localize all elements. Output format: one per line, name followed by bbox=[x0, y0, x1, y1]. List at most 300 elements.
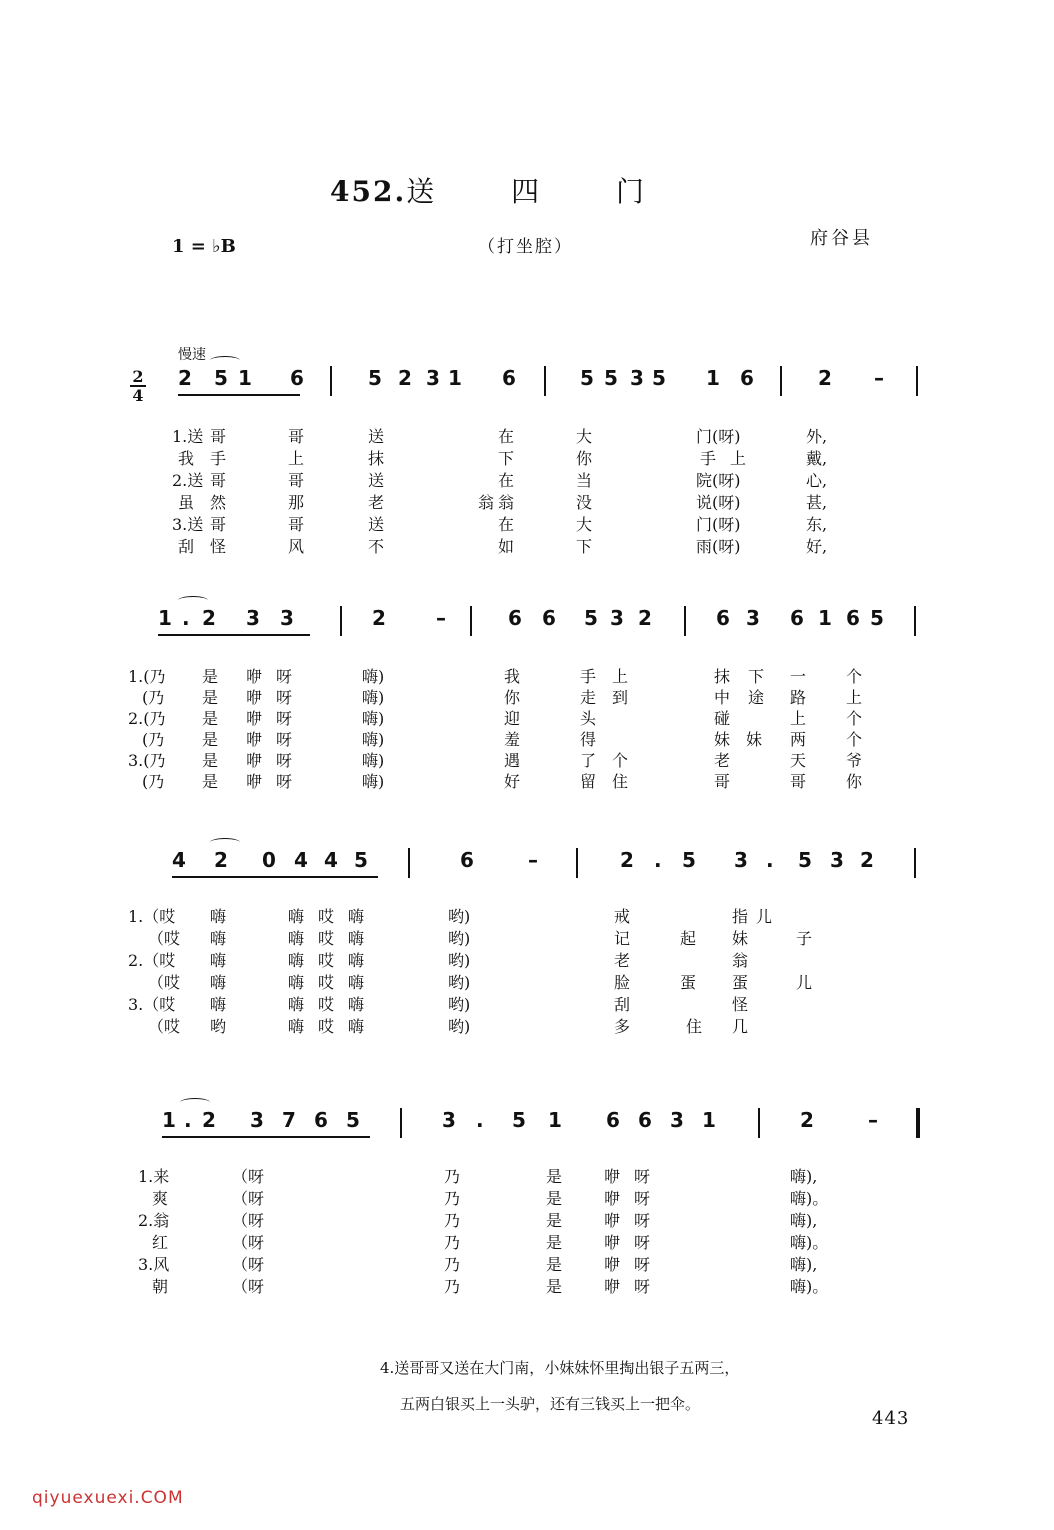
lyric-syllable: 脸 bbox=[614, 973, 631, 992]
lyric-syllable: 在 bbox=[498, 471, 515, 490]
lyric-syllable: 记 bbox=[614, 929, 631, 948]
bar-line bbox=[916, 366, 918, 396]
lyric-syllable: 是 bbox=[202, 688, 219, 707]
slur bbox=[180, 1098, 210, 1107]
lyric-syllable: 呀 bbox=[276, 688, 293, 707]
lyric-syllable: 乃 bbox=[444, 1277, 461, 1296]
lyric-syllable: 手 bbox=[580, 667, 597, 686]
note: 5 bbox=[580, 366, 594, 390]
lyric-syllable: （哎 bbox=[148, 1017, 181, 1036]
lyric-syllable: 嗨) bbox=[362, 688, 385, 707]
lyric-syllable: 头 bbox=[580, 709, 597, 728]
page-number: 443 bbox=[872, 1408, 910, 1429]
lyric-syllable: 抹 bbox=[368, 449, 385, 468]
lyric-syllable: 送 bbox=[368, 471, 385, 490]
lyric-syllable: 儿 bbox=[796, 973, 813, 992]
lyric-syllable: 哥 bbox=[714, 772, 731, 791]
note: 2 bbox=[372, 606, 386, 630]
lyric-syllable: 住 bbox=[686, 1017, 703, 1036]
bar-line bbox=[914, 848, 916, 878]
lyric-syllable: 哥 bbox=[210, 471, 227, 490]
note: 4 bbox=[294, 848, 308, 872]
note: 3 bbox=[630, 366, 644, 390]
lyric-syllable: 呀 bbox=[634, 1255, 651, 1274]
lyric-syllable: 红 bbox=[152, 1233, 169, 1252]
lyric-syllable: 遇 bbox=[504, 751, 521, 770]
lyric-syllable: 哥 bbox=[210, 515, 227, 534]
lyric-syllable: 呀 bbox=[634, 1189, 651, 1208]
lyric-syllable: 多 bbox=[614, 1017, 631, 1036]
time-signature-top: 2 bbox=[132, 367, 144, 386]
lyric-syllable: 呀 bbox=[634, 1233, 651, 1252]
lyric-syllable: 了 bbox=[580, 751, 597, 770]
note: 5 bbox=[682, 848, 696, 872]
lyric-syllable: 呀 bbox=[276, 667, 293, 686]
slur bbox=[210, 838, 240, 847]
lyric-syllable: 门(呀) bbox=[696, 427, 741, 446]
lyric-syllable: 没 bbox=[576, 493, 593, 512]
lyric-syllable: (乃 bbox=[142, 730, 165, 749]
note: 2 bbox=[860, 848, 874, 872]
note: 3 bbox=[830, 848, 844, 872]
bar-line bbox=[340, 606, 342, 636]
lyric-syllable: 蛋 bbox=[680, 973, 697, 992]
lyric-syllable: 是 bbox=[546, 1277, 563, 1296]
lyric-syllable: 哟) bbox=[448, 929, 471, 948]
lyric-syllable: 呀 bbox=[276, 730, 293, 749]
lyric-syllable: 哟) bbox=[448, 951, 471, 970]
note: 5 bbox=[798, 848, 812, 872]
note: – bbox=[874, 366, 884, 390]
lyric-syllable: 呀 bbox=[634, 1277, 651, 1296]
lyric-syllable: 咿 bbox=[604, 1255, 621, 1274]
lyric-syllable: （呀 bbox=[232, 1189, 265, 1208]
note: 6 bbox=[314, 1108, 328, 1132]
lyric-syllable: 咿 bbox=[246, 772, 263, 791]
lyric-syllable: 乃 bbox=[444, 1211, 461, 1230]
tempo-mark: 慢速 bbox=[178, 347, 206, 363]
bar-line bbox=[780, 366, 782, 396]
note: . bbox=[182, 606, 190, 630]
lyric-syllable: 心, bbox=[806, 471, 828, 490]
note: 5 bbox=[652, 366, 666, 390]
beam-underline bbox=[162, 1136, 370, 1138]
lyric-syllable: 2.(乃 bbox=[128, 709, 166, 728]
lyric-syllable: 不 bbox=[368, 537, 385, 556]
lyric-syllable: 呀 bbox=[634, 1211, 651, 1230]
lyric-syllable: 儿 bbox=[756, 907, 773, 926]
lyric-syllable: 到 bbox=[612, 688, 629, 707]
lyric-syllable: 嗨 bbox=[348, 951, 365, 970]
lyric-syllable: 嗨 bbox=[348, 1017, 365, 1036]
note: 2 bbox=[398, 366, 412, 390]
lyric-syllable: 哟) bbox=[448, 1017, 471, 1036]
note: 2 bbox=[202, 606, 216, 630]
lyric-syllable: 下 bbox=[748, 667, 765, 686]
lyric-syllable: 抹 bbox=[714, 667, 731, 686]
lyric-syllable: 嗨 bbox=[288, 929, 305, 948]
lyric-syllable: 1.来 bbox=[138, 1167, 170, 1186]
verse-4-line-1: 4.送哥哥又送在大门南，小妹妹怀里掏出银子五两三， bbox=[380, 1359, 740, 1377]
lyric-syllable: 3.风 bbox=[138, 1255, 170, 1274]
lyric-syllable: 留 bbox=[580, 772, 597, 791]
note: 3 bbox=[426, 366, 440, 390]
note: 5 bbox=[214, 366, 228, 390]
lyric-syllable: 走 bbox=[580, 688, 597, 707]
lyric-syllable: 天 bbox=[790, 751, 807, 770]
lyric-syllable: 送 bbox=[368, 427, 385, 446]
slur bbox=[178, 596, 208, 605]
note: 4 bbox=[324, 848, 338, 872]
note: . bbox=[654, 848, 662, 872]
lyric-syllable: 外, bbox=[806, 427, 828, 446]
song-number: 452. bbox=[330, 175, 407, 208]
lyric-syllable: 嗨 bbox=[348, 907, 365, 926]
lyric-syllable: 哟) bbox=[448, 973, 471, 992]
lyric-syllable: 子 bbox=[796, 929, 813, 948]
note: – bbox=[436, 606, 446, 630]
note: 7 bbox=[282, 1108, 296, 1132]
key-signature: 1 = ♭B bbox=[172, 236, 236, 257]
note: 5 bbox=[584, 606, 598, 630]
lyric-syllable: 手 bbox=[210, 449, 227, 468]
lyric-syllable: 然 bbox=[210, 493, 227, 512]
lyric-syllable: 大 bbox=[576, 515, 593, 534]
lyric-syllable: 指 bbox=[732, 907, 749, 926]
lyric-syllable: 乃 bbox=[444, 1255, 461, 1274]
note: 6 bbox=[638, 1108, 652, 1132]
lyric-syllable: 乃 bbox=[444, 1167, 461, 1186]
lyric-syllable: 个 bbox=[846, 709, 863, 728]
lyric-syllable: 嗨 bbox=[348, 929, 365, 948]
lyric-syllable: 手 bbox=[700, 449, 717, 468]
lyric-syllable: 雨(呀) bbox=[696, 537, 741, 556]
note: 6 bbox=[508, 606, 522, 630]
note: 2 bbox=[214, 848, 228, 872]
lyric-syllable: 甚, bbox=[806, 493, 828, 512]
note: 5 bbox=[870, 606, 884, 630]
lyric-syllable: 嗨 bbox=[210, 973, 227, 992]
lyric-syllable: 嗨 bbox=[288, 907, 305, 926]
note: 6 bbox=[502, 366, 516, 390]
note: 4 bbox=[172, 848, 186, 872]
lyric-syllable: 哎 bbox=[318, 951, 335, 970]
lyric-syllable: 是 bbox=[546, 1255, 563, 1274]
beam-underline bbox=[172, 876, 378, 878]
lyric-syllable: 风 bbox=[288, 537, 305, 556]
lyric-syllable: 2.翁 bbox=[138, 1211, 170, 1230]
lyric-syllable: 嗨 bbox=[288, 951, 305, 970]
lyric-syllable: （呀 bbox=[232, 1167, 265, 1186]
beam-underline bbox=[178, 394, 300, 396]
lyric-syllable: 妹 bbox=[746, 730, 763, 749]
lyric-syllable: 两 bbox=[790, 730, 807, 749]
lyric-syllable: 嗨)。 bbox=[790, 1233, 829, 1252]
lyric-syllable: 是 bbox=[202, 709, 219, 728]
lyric-syllable: 老 bbox=[714, 751, 731, 770]
note: 6 bbox=[716, 606, 730, 630]
note: – bbox=[868, 1108, 878, 1132]
lyric-syllable: (乃 bbox=[142, 688, 165, 707]
lyric-syllable: 呀 bbox=[276, 709, 293, 728]
lyric-syllable: 是 bbox=[202, 751, 219, 770]
lyric-syllable: 呀 bbox=[276, 772, 293, 791]
lyric-syllable: 我 bbox=[504, 667, 521, 686]
lyric-syllable: 上 bbox=[288, 449, 305, 468]
note: 1 bbox=[238, 366, 252, 390]
note: 1 bbox=[158, 606, 172, 630]
lyric-syllable: 如 bbox=[498, 537, 515, 556]
lyric-syllable: 咿 bbox=[246, 688, 263, 707]
time-signature bbox=[130, 368, 146, 404]
lyric-syllable: 妹 bbox=[714, 730, 731, 749]
lyric-syllable: 咿 bbox=[246, 730, 263, 749]
note: 2 bbox=[638, 606, 652, 630]
bar-line bbox=[576, 848, 578, 878]
lyric-syllable: 3.（哎 bbox=[128, 995, 176, 1014]
song-name: 送 四 门 bbox=[406, 175, 679, 208]
note: 6 bbox=[290, 366, 304, 390]
lyric-syllable: 上 bbox=[612, 667, 629, 686]
lyric-syllable: 戒 bbox=[614, 907, 631, 926]
lyric-syllable: (乃 bbox=[142, 772, 165, 791]
lyric-syllable: 嗨) bbox=[362, 730, 385, 749]
bar-line bbox=[916, 1108, 920, 1138]
lyric-syllable: 院(呀) bbox=[696, 471, 741, 490]
lyric-syllable: 东, bbox=[806, 515, 828, 534]
lyric-syllable: 是 bbox=[546, 1211, 563, 1230]
note: – bbox=[528, 848, 538, 872]
lyric-syllable: 上 bbox=[730, 449, 747, 468]
lyric-syllable: 好 bbox=[504, 772, 521, 791]
lyric-syllable: 嗨) bbox=[362, 751, 385, 770]
lyric-syllable: 爽 bbox=[152, 1189, 169, 1208]
lyric-syllable: 老 bbox=[614, 951, 631, 970]
note: 1 bbox=[818, 606, 832, 630]
lyric-syllable: 呀 bbox=[276, 751, 293, 770]
note: 1 bbox=[548, 1108, 562, 1132]
lyric-syllable: 哟) bbox=[448, 995, 471, 1014]
lyric-syllable: 咿 bbox=[604, 1233, 621, 1252]
lyric-syllable: 咿 bbox=[246, 667, 263, 686]
lyric-syllable: 个 bbox=[612, 751, 629, 770]
lyric-syllable: 朝 bbox=[152, 1277, 169, 1296]
note: 1 bbox=[448, 366, 462, 390]
lyric-syllable: 3.送 bbox=[172, 515, 204, 534]
lyric-syllable: 蛋 bbox=[732, 973, 749, 992]
lyric-syllable: 呀 bbox=[634, 1167, 651, 1186]
bar-line bbox=[470, 606, 472, 636]
lyric-syllable: 在 bbox=[498, 515, 515, 534]
lyric-syllable: 嗨), bbox=[790, 1211, 818, 1230]
lyric-syllable: 迎 bbox=[504, 709, 521, 728]
time-signature-bottom: 4 bbox=[130, 385, 146, 404]
note: 6 bbox=[846, 606, 860, 630]
lyric-syllable: 哎 bbox=[318, 1017, 335, 1036]
lyric-syllable: 哎 bbox=[318, 973, 335, 992]
note: 5 bbox=[368, 366, 382, 390]
lyric-syllable: 得 bbox=[580, 730, 597, 749]
beam-underline bbox=[158, 634, 310, 636]
lyric-syllable: 你 bbox=[846, 772, 863, 791]
lyric-syllable: 是 bbox=[202, 730, 219, 749]
lyric-syllable: 说(呀) bbox=[696, 493, 741, 512]
lyric-syllable: 几 bbox=[732, 1017, 749, 1036]
bar-line bbox=[544, 366, 546, 396]
lyric-syllable: 2.送 bbox=[172, 471, 204, 490]
lyric-syllable: 咿 bbox=[604, 1211, 621, 1230]
lyric-syllable: 哎 bbox=[318, 929, 335, 948]
note: 3 bbox=[610, 606, 624, 630]
lyric-syllable: 送 bbox=[368, 515, 385, 534]
lyric-syllable: 嗨 bbox=[210, 951, 227, 970]
bar-line bbox=[330, 366, 332, 396]
note: 2 bbox=[202, 1108, 216, 1132]
lyric-syllable: 哟) bbox=[448, 907, 471, 926]
note: 1 bbox=[706, 366, 720, 390]
note: 1 bbox=[162, 1108, 176, 1132]
lyric-syllable: 嗨 bbox=[348, 995, 365, 1014]
note: 3 bbox=[442, 1108, 456, 1132]
lyric-syllable: 哥 bbox=[210, 427, 227, 446]
lyric-syllable: 爷 bbox=[846, 751, 863, 770]
lyric-syllable: 起 bbox=[680, 929, 697, 948]
lyric-syllable: 嗨), bbox=[790, 1167, 818, 1186]
lyric-syllable: 嗨 bbox=[288, 995, 305, 1014]
lyric-syllable: 是 bbox=[546, 1233, 563, 1252]
note: 5 bbox=[354, 848, 368, 872]
lyric-syllable: 嗨)。 bbox=[790, 1189, 829, 1208]
lyric-syllable: （哎 bbox=[148, 973, 181, 992]
note: 3 bbox=[746, 606, 760, 630]
lyric-syllable: 个 bbox=[846, 730, 863, 749]
slur bbox=[210, 356, 240, 365]
lyric-syllable: 门(呀) bbox=[696, 515, 741, 534]
lyric-syllable: 咿 bbox=[604, 1277, 621, 1296]
bar-line bbox=[758, 1108, 760, 1138]
lyric-syllable: 哟 bbox=[210, 1017, 227, 1036]
lyric-syllable: 是 bbox=[202, 772, 219, 791]
lyric-syllable: 当 bbox=[576, 471, 593, 490]
lyric-syllable: 嗨 bbox=[288, 1017, 305, 1036]
lyric-syllable: 翁 bbox=[478, 493, 495, 512]
lyric-syllable: 咿 bbox=[604, 1189, 621, 1208]
lyric-syllable: （呀 bbox=[232, 1211, 265, 1230]
verse-4-line-2: 五两白银买上一头驴，还有三钱买上一把伞。 bbox=[400, 1395, 701, 1413]
note: 2 bbox=[800, 1108, 814, 1132]
lyric-syllable: 是 bbox=[546, 1189, 563, 1208]
lyric-syllable: 哎 bbox=[318, 995, 335, 1014]
bar-line bbox=[408, 848, 410, 878]
lyric-syllable: （呀 bbox=[232, 1255, 265, 1274]
note: 0 bbox=[262, 848, 276, 872]
lyric-syllable: 3.(乃 bbox=[128, 751, 166, 770]
note: 2 bbox=[178, 366, 192, 390]
lyric-syllable: 碰 bbox=[714, 709, 731, 728]
note: 3 bbox=[734, 848, 748, 872]
note: 3 bbox=[250, 1108, 264, 1132]
lyric-syllable: 是 bbox=[546, 1167, 563, 1186]
lyric-syllable: 1.（哎 bbox=[128, 907, 176, 926]
lyric-syllable: 你 bbox=[504, 688, 521, 707]
note: 5 bbox=[604, 366, 618, 390]
lyric-syllable: 2.（哎 bbox=[128, 951, 176, 970]
note: . bbox=[766, 848, 774, 872]
note: 6 bbox=[606, 1108, 620, 1132]
lyric-syllable: 下 bbox=[576, 537, 593, 556]
lyric-syllable: 1.(乃 bbox=[128, 667, 166, 686]
lyric-syllable: （呀 bbox=[232, 1277, 265, 1296]
lyric-syllable: 个 bbox=[846, 667, 863, 686]
lyric-syllable: 嗨 bbox=[348, 973, 365, 992]
watermark: qiyuexuexi.COM bbox=[32, 1488, 184, 1508]
note: 6 bbox=[542, 606, 556, 630]
region-label: 府谷县 bbox=[810, 228, 873, 249]
lyric-syllable: 路 bbox=[790, 688, 807, 707]
lyric-syllable: 哥 bbox=[790, 772, 807, 791]
note: 6 bbox=[740, 366, 754, 390]
lyric-syllable: 大 bbox=[576, 427, 593, 446]
lyric-syllable: 嗨 bbox=[210, 929, 227, 948]
note: 6 bbox=[790, 606, 804, 630]
lyric-syllable: 哥 bbox=[288, 515, 305, 534]
lyric-syllable: 在 bbox=[498, 427, 515, 446]
lyric-syllable: 妹 bbox=[732, 929, 749, 948]
lyric-syllable: （哎 bbox=[148, 929, 181, 948]
note: 2 bbox=[818, 366, 832, 390]
lyric-syllable: 1.送 bbox=[172, 427, 204, 446]
bar-line bbox=[914, 606, 916, 636]
lyric-syllable: 咿 bbox=[246, 751, 263, 770]
lyric-syllable: 嗨 bbox=[210, 995, 227, 1014]
note: 3 bbox=[670, 1108, 684, 1132]
lyric-syllable: 翁 bbox=[732, 951, 749, 970]
lyric-syllable: 翁 bbox=[498, 493, 515, 512]
note: 1 bbox=[702, 1108, 716, 1132]
lyric-syllable: 乃 bbox=[444, 1189, 461, 1208]
note: 5 bbox=[512, 1108, 526, 1132]
lyric-syllable: 哎 bbox=[318, 907, 335, 926]
lyric-syllable: 是 bbox=[202, 667, 219, 686]
lyric-syllable: 哥 bbox=[288, 427, 305, 446]
lyric-syllable: 那 bbox=[288, 493, 305, 512]
lyric-syllable: 嗨 bbox=[288, 973, 305, 992]
lyric-syllable: 刮 bbox=[178, 537, 195, 556]
lyric-syllable: 途 bbox=[748, 688, 765, 707]
lyric-syllable: 怪 bbox=[732, 995, 749, 1014]
lyric-syllable: 哥 bbox=[288, 471, 305, 490]
lyric-syllable: 住 bbox=[612, 772, 629, 791]
bar-line bbox=[684, 606, 686, 636]
lyric-syllable: 嗨) bbox=[362, 667, 385, 686]
bar-line bbox=[400, 1108, 402, 1138]
lyric-syllable: 刮 bbox=[614, 995, 631, 1014]
lyric-syllable: 乃 bbox=[444, 1233, 461, 1252]
lyric-syllable: 老 bbox=[368, 493, 385, 512]
lyric-syllable: 嗨), bbox=[790, 1255, 818, 1274]
lyric-syllable: 上 bbox=[790, 709, 807, 728]
lyric-syllable: 嗨) bbox=[362, 709, 385, 728]
song-title bbox=[330, 170, 678, 210]
lyric-syllable: 嗨) bbox=[362, 772, 385, 791]
lyric-syllable: 你 bbox=[576, 449, 593, 468]
lyric-syllable: 下 bbox=[498, 449, 515, 468]
lyric-syllable: 一 bbox=[790, 667, 807, 686]
note: 6 bbox=[460, 848, 474, 872]
lyric-syllable: 咿 bbox=[246, 709, 263, 728]
lyric-syllable: 中 bbox=[714, 688, 731, 707]
lyric-syllable: 戴, bbox=[806, 449, 828, 468]
